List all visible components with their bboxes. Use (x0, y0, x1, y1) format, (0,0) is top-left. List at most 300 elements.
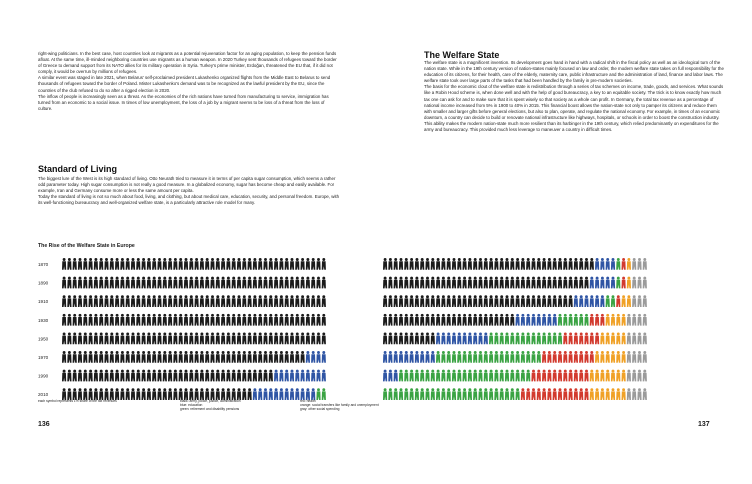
person-symbol (226, 295, 230, 307)
person-symbol (611, 332, 615, 344)
person-symbol (152, 351, 156, 363)
person-symbol (425, 388, 429, 400)
person-symbol (394, 277, 398, 289)
person-symbol (306, 314, 310, 326)
person-symbol (269, 277, 273, 289)
person-symbol (184, 314, 188, 326)
person-symbol (184, 258, 188, 270)
person-symbol (425, 258, 429, 270)
person-symbol (301, 314, 305, 326)
person-symbol (99, 314, 103, 326)
person-symbol (216, 332, 220, 344)
person-symbol (643, 351, 647, 363)
person-symbol (637, 332, 641, 344)
person-symbol (316, 351, 320, 363)
person-symbol (147, 314, 151, 326)
person-symbol (242, 388, 246, 400)
person-symbol (83, 277, 87, 289)
person-symbol (173, 314, 177, 326)
person-symbol (632, 370, 636, 382)
person-symbol (521, 351, 525, 363)
person-symbol (126, 332, 130, 344)
person-symbol (216, 370, 220, 382)
person-symbol (494, 388, 498, 400)
person-symbol (274, 351, 278, 363)
person-symbol (184, 332, 188, 344)
person-symbol (388, 314, 392, 326)
person-symbol (510, 258, 514, 270)
person-symbol (500, 314, 504, 326)
person-symbol (242, 370, 246, 382)
person-symbol (415, 277, 419, 289)
person-symbol (622, 351, 626, 363)
person-symbol (210, 295, 214, 307)
person-symbol (173, 370, 177, 382)
person-symbol (120, 295, 124, 307)
legend-unit-text: each symbol represents 1% share of the tax revenues (38, 399, 117, 403)
person-symbol (301, 332, 305, 344)
person-symbol (616, 351, 620, 363)
person-symbol (447, 314, 451, 326)
person-symbol (473, 351, 477, 363)
person-symbol (83, 295, 87, 307)
person-symbol (179, 277, 183, 289)
person-symbol (383, 277, 387, 289)
person-symbol (253, 295, 257, 307)
person-symbol (274, 388, 278, 400)
person-symbol (258, 277, 262, 289)
person-symbol (420, 295, 424, 307)
person-symbol (404, 258, 408, 270)
person-symbol (189, 277, 193, 289)
person-symbol (242, 332, 246, 344)
person-symbol (436, 314, 440, 326)
person-symbol (221, 332, 225, 344)
person-symbol (322, 258, 326, 270)
person-symbol (253, 277, 257, 289)
person-symbol (468, 351, 472, 363)
person-symbol (200, 351, 204, 363)
person-symbol (163, 314, 167, 326)
person-symbol (478, 314, 482, 326)
person-symbol (168, 351, 172, 363)
person-symbol (643, 332, 647, 344)
person-symbol (115, 314, 119, 326)
person-symbol (452, 314, 456, 326)
person-symbol (516, 351, 520, 363)
section-heading-welfare-state: The Welfare State (424, 50, 500, 60)
person-symbol (542, 351, 546, 363)
person-symbol (263, 388, 267, 400)
person-symbol (394, 388, 398, 400)
legend-blue: blue: education (180, 403, 203, 408)
paragraph: The basis for the economic clout of the welfare state is redistribution through a series of tax schemes on income, trade, goods, and services. What sounds like a Robin Hood scheme is, when done well and with the help of good bureaucracy, a key to an equitable society. The trick is to know exactly how much tax one can ask for and to make sure that it is spent wisely so that society as a whole can profit. In Germany, the total tax revenue as a percentage of national income increased from 5% in 1900 to 40% in 2015. This financial boost allows the nation-state not only to pamper its citizens and reduce them with smaller and larger gifts before general elections, but also to plan, operate, and regulate the national economy. For example, in times of an economic downturn, a country can decide to build or renovate national infrastructure like highways, hospitals, or schools in order to boost the construction industry. (424, 84, 724, 120)
person-symbol (473, 295, 477, 307)
person-symbol (285, 370, 289, 382)
person-symbol (248, 370, 252, 382)
person-symbol (531, 277, 535, 289)
person-symbol (94, 314, 98, 326)
person-symbol (425, 351, 429, 363)
person-symbol (500, 370, 504, 382)
person-symbol (115, 295, 119, 307)
person-symbol (590, 277, 594, 289)
person-symbol (221, 370, 225, 382)
page-number-left: 136 (38, 421, 50, 428)
person-symbol (563, 370, 567, 382)
person-symbol (611, 295, 615, 307)
person-symbol (311, 370, 315, 382)
person-symbol (637, 295, 641, 307)
person-symbol (399, 388, 403, 400)
person-symbol (516, 295, 520, 307)
person-symbol (516, 258, 520, 270)
person-symbol (131, 295, 135, 307)
person-symbol (232, 332, 236, 344)
person-symbol (616, 388, 620, 400)
person-symbol (173, 332, 177, 344)
person-symbol (415, 295, 419, 307)
person-symbol (237, 332, 241, 344)
person-symbol (579, 295, 583, 307)
person-symbol (494, 277, 498, 289)
person-symbol (516, 388, 520, 400)
person-symbol (537, 314, 541, 326)
person-symbol (574, 351, 578, 363)
person-symbol (388, 277, 392, 289)
person-symbol (547, 258, 551, 270)
person-symbol (463, 258, 467, 270)
person-symbol (590, 388, 594, 400)
person-symbol (500, 258, 504, 270)
person-symbol (189, 258, 193, 270)
person-symbol (383, 332, 387, 344)
person-symbol (415, 314, 419, 326)
person-symbol (410, 370, 414, 382)
person-symbol (120, 258, 124, 270)
person-symbol (253, 314, 257, 326)
person-symbol (622, 388, 626, 400)
person-symbol (163, 370, 167, 382)
person-symbol (274, 258, 278, 270)
person-symbol (457, 277, 461, 289)
person-symbol (441, 295, 445, 307)
person-symbol (632, 351, 636, 363)
person-symbol (115, 258, 119, 270)
person-symbol (115, 351, 119, 363)
person-symbol (232, 370, 236, 382)
person-symbol (473, 314, 477, 326)
person-symbol (120, 388, 124, 400)
person-symbol (425, 314, 429, 326)
person-symbol (311, 314, 315, 326)
person-symbol (147, 388, 151, 400)
person-symbol (404, 388, 408, 400)
person-symbol (600, 388, 604, 400)
person-symbol (553, 332, 557, 344)
person-symbol (452, 370, 456, 382)
person-symbol (415, 258, 419, 270)
person-symbol (632, 314, 636, 326)
person-symbol (226, 277, 230, 289)
person-symbol (306, 277, 310, 289)
person-symbol (489, 314, 493, 326)
person-symbol (258, 295, 262, 307)
person-symbol (115, 332, 119, 344)
person-symbol (558, 332, 562, 344)
person-symbol (394, 295, 398, 307)
person-symbol (94, 332, 98, 344)
person-symbol (569, 332, 573, 344)
person-symbol (643, 370, 647, 382)
paragraph: The inflow of people is increasingly seen as a threat. As the economies of the rich nations have turned from manufacturing to service, immigration has turned from an economic to a social issue. In times of low unemployment, the loss of a job by a migrant seems to be loss of a threat from the loss of culture. (38, 93, 329, 111)
person-symbol (237, 351, 241, 363)
person-symbol (184, 370, 188, 382)
person-symbol (163, 295, 167, 307)
person-symbol (157, 388, 161, 400)
person-symbol (452, 258, 456, 270)
person-symbol (258, 332, 262, 344)
person-symbol (579, 388, 583, 400)
person-symbol (452, 332, 456, 344)
person-symbol (210, 314, 214, 326)
person-symbol (147, 295, 151, 307)
person-symbol (126, 314, 130, 326)
person-symbol (290, 258, 294, 270)
person-symbol (616, 314, 620, 326)
person-symbol (574, 388, 578, 400)
person-symbol (216, 277, 220, 289)
person-symbol (285, 351, 289, 363)
person-symbol (431, 388, 435, 400)
person-symbol (316, 295, 320, 307)
person-symbol (126, 277, 130, 289)
legend-group-2 (300, 399, 379, 412)
person-symbol (579, 277, 583, 289)
person-symbol (142, 388, 146, 400)
person-symbol (269, 314, 273, 326)
person-symbol (473, 388, 477, 400)
person-symbol (510, 370, 514, 382)
person-symbol (431, 332, 435, 344)
person-symbol (89, 295, 93, 307)
person-symbol (89, 332, 93, 344)
person-symbol (563, 295, 567, 307)
person-symbol (531, 332, 535, 344)
person-symbol (569, 258, 573, 270)
person-symbol (600, 314, 604, 326)
person-symbol (216, 295, 220, 307)
person-symbol (404, 314, 408, 326)
person-symbol (447, 388, 451, 400)
person-symbol (553, 314, 557, 326)
person-symbol (547, 370, 551, 382)
person-symbol (383, 370, 387, 382)
person-symbol (436, 370, 440, 382)
person-symbol (547, 277, 551, 289)
person-symbol (595, 295, 599, 307)
person-symbol (410, 295, 414, 307)
person-symbol (110, 314, 114, 326)
person-symbol (441, 332, 445, 344)
person-symbol (99, 332, 103, 344)
person-symbol (279, 388, 283, 400)
person-symbol (494, 258, 498, 270)
person-symbol (643, 258, 647, 270)
person-symbol (163, 351, 167, 363)
person-symbol (420, 370, 424, 382)
person-symbol (279, 314, 283, 326)
person-symbol (78, 295, 82, 307)
person-symbol (126, 258, 130, 270)
person-symbol (258, 258, 262, 270)
person-symbol (606, 332, 610, 344)
person-symbol (142, 258, 146, 270)
person-symbol (157, 332, 161, 344)
person-symbol (99, 277, 103, 289)
person-symbol (94, 277, 98, 289)
person-symbol (157, 258, 161, 270)
person-symbol (83, 314, 87, 326)
person-symbol (404, 332, 408, 344)
person-symbol (595, 314, 599, 326)
person-symbol (526, 258, 530, 270)
person-symbol (399, 258, 403, 270)
person-symbol (505, 370, 509, 382)
person-symbol (136, 370, 140, 382)
person-symbol (590, 332, 594, 344)
person-symbol (531, 295, 535, 307)
person-symbol (295, 332, 299, 344)
person-symbol (441, 351, 445, 363)
person-symbol (126, 295, 130, 307)
person-symbol (537, 258, 541, 270)
person-symbol (510, 351, 514, 363)
person-symbol (553, 258, 557, 270)
person-symbol (200, 295, 204, 307)
person-symbol (531, 258, 535, 270)
person-symbol (431, 295, 435, 307)
person-symbol (569, 370, 573, 382)
person-symbol (606, 351, 610, 363)
person-symbol (595, 388, 599, 400)
person-symbol (322, 277, 326, 289)
person-symbol (152, 258, 156, 270)
person-symbol (436, 388, 440, 400)
person-symbol (263, 295, 267, 307)
person-symbol (616, 258, 620, 270)
person-symbol (484, 351, 488, 363)
person-symbol (441, 258, 445, 270)
person-symbol (285, 258, 289, 270)
person-symbol (83, 258, 87, 270)
person-symbol (168, 258, 172, 270)
person-symbol (263, 332, 267, 344)
person-symbol (420, 332, 424, 344)
person-symbol (510, 314, 514, 326)
person-symbol (221, 277, 225, 289)
legend-orange: orange: social transfers like family and unemployment (300, 403, 379, 408)
person-symbol (595, 351, 599, 363)
person-symbol (521, 332, 525, 344)
person-symbol (131, 258, 135, 270)
person-symbol (558, 277, 562, 289)
person-symbol (136, 351, 140, 363)
person-symbol (463, 332, 467, 344)
person-symbol (311, 258, 315, 270)
person-symbol (316, 258, 320, 270)
person-symbol (195, 258, 199, 270)
person-symbol (99, 370, 103, 382)
person-symbol (569, 388, 573, 400)
person-symbol (168, 388, 172, 400)
person-symbol (558, 314, 562, 326)
person-symbol (157, 295, 161, 307)
person-symbol (195, 332, 199, 344)
person-symbol (622, 332, 626, 344)
person-symbol (253, 332, 257, 344)
person-symbol (505, 332, 509, 344)
person-symbol (590, 314, 594, 326)
person-symbol (627, 388, 631, 400)
person-symbol (579, 351, 583, 363)
person-symbol (600, 351, 604, 363)
person-symbol (163, 332, 167, 344)
person-symbol (279, 370, 283, 382)
person-symbol (526, 351, 530, 363)
person-symbol (269, 370, 273, 382)
person-symbol (415, 388, 419, 400)
person-symbol (584, 314, 588, 326)
person-symbol (248, 314, 252, 326)
person-symbol (468, 370, 472, 382)
person-symbol (547, 295, 551, 307)
person-symbol (237, 370, 241, 382)
person-symbol (563, 277, 567, 289)
person-symbol (67, 351, 71, 363)
person-symbol (643, 295, 647, 307)
person-symbol (163, 258, 167, 270)
person-symbol (627, 258, 631, 270)
person-symbol (643, 277, 647, 289)
person-symbol (584, 258, 588, 270)
person-symbol (404, 351, 408, 363)
person-symbol (505, 277, 509, 289)
person-symbol (388, 295, 392, 307)
person-symbol (420, 277, 424, 289)
person-symbol (157, 351, 161, 363)
person-symbol (500, 295, 504, 307)
person-symbol (152, 388, 156, 400)
person-symbol (184, 295, 188, 307)
person-symbol (99, 258, 103, 270)
person-symbol (431, 370, 435, 382)
person-symbol (516, 314, 520, 326)
paragraph: Today the standard of living is not so much about food, living, and clothing, but about medical care, education, security, and personal freedom. Europe, with its well-functioning bureaucracy and well-organized welfare state, is a particularly attractive role model for many. (38, 194, 340, 206)
person-symbol (279, 351, 283, 363)
person-symbol (205, 370, 209, 382)
person-symbol (441, 370, 445, 382)
person-symbol (457, 258, 461, 270)
person-symbol (574, 295, 578, 307)
row-year-label: 2010 (38, 392, 49, 398)
person-symbol (136, 314, 140, 326)
person-symbol (399, 295, 403, 307)
person-symbol (210, 332, 214, 344)
person-symbol (195, 295, 199, 307)
person-symbol (431, 258, 435, 270)
person-symbol (248, 277, 252, 289)
